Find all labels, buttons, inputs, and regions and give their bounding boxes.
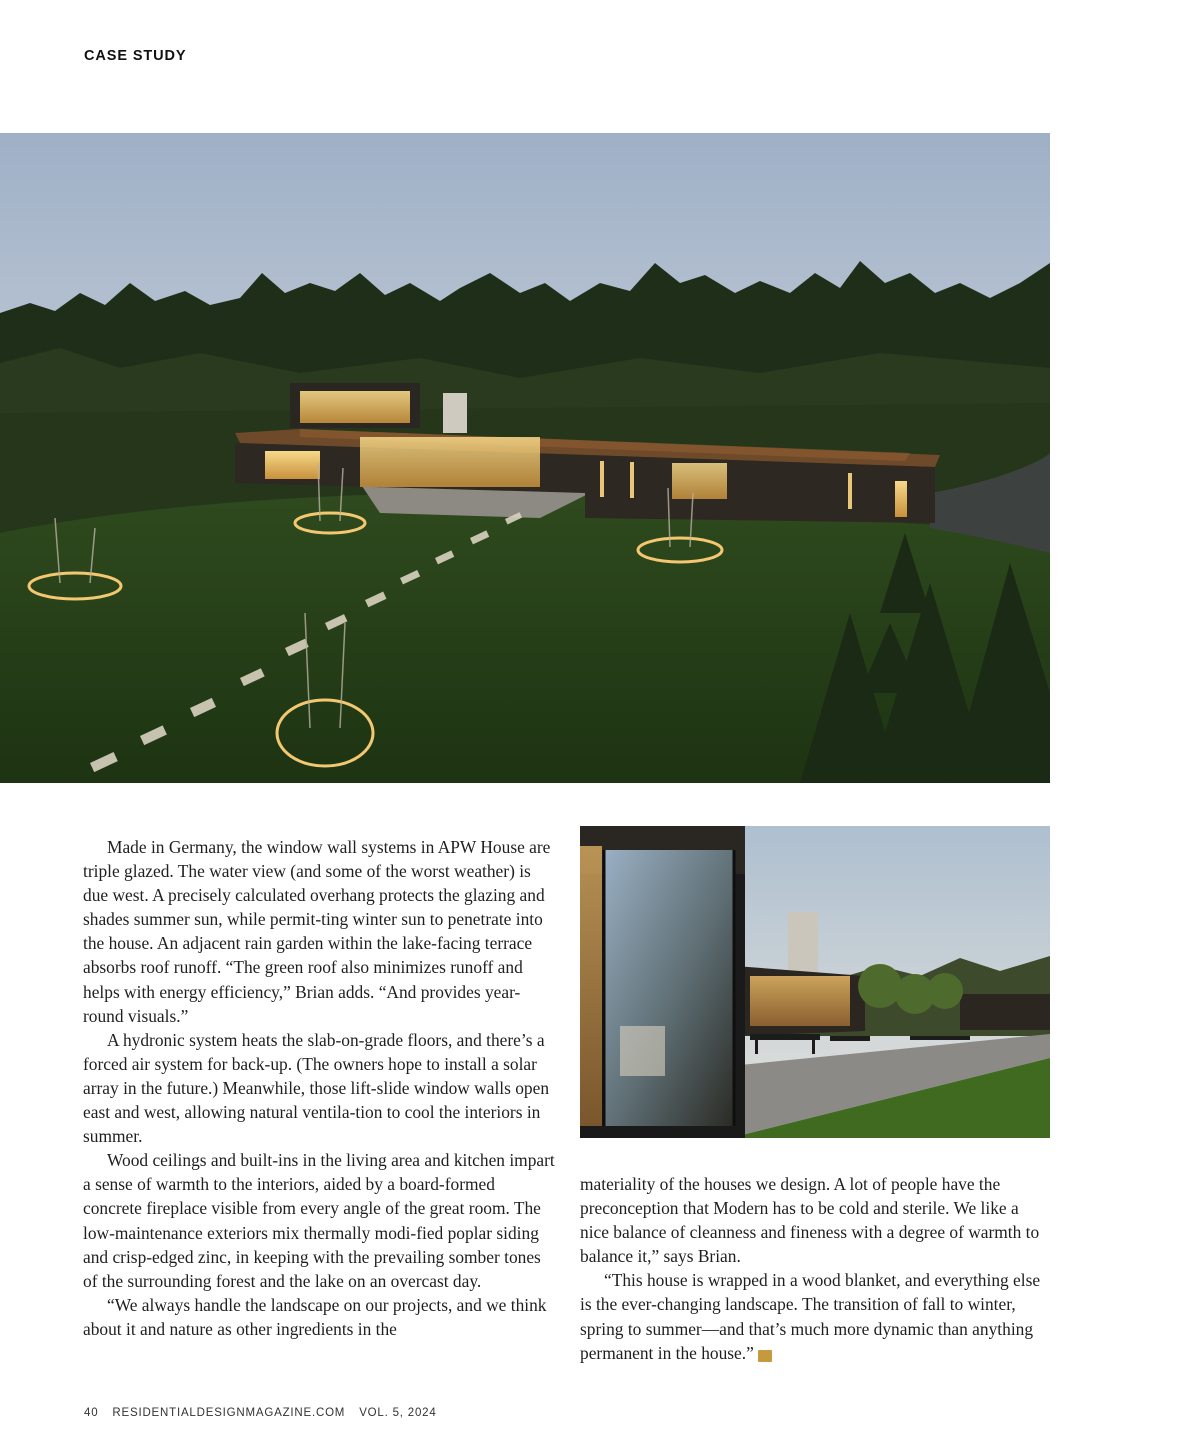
magazine-website: RESIDENTIALDESIGNMAGAZINE.COM xyxy=(112,1407,346,1419)
end-mark-icon: RD xyxy=(758,1350,772,1362)
hero-photo xyxy=(0,133,1050,783)
issue-label: VOL. 5, 2024 xyxy=(359,1407,437,1419)
paragraph xyxy=(580,1268,1050,1364)
article-column-right xyxy=(580,1172,1050,1365)
paragraph: materiality of the houses we design. A lot of people have the preconception that Modern has to be cold and sterile. We like a nice balance of cleanness and fineness with a degree of warmth to balance it,” says Brian. xyxy=(580,1174,1040,1267)
inset-photo xyxy=(580,826,1050,1138)
paragraph: “We always handle the landscape on our projects, and we think about it and nature as other ingredients in the xyxy=(83,1294,547,1339)
paragraph-text: “This house is wrapped in a wood blanket, and everything else is the ever-changing landscape. The transition of fall to winter, spring to summer—and that’s much more dynamic than anything permanent in the house.” xyxy=(580,1270,1041,1363)
paragraph: Made in Germany, the window wall systems in APW House are triple glazed. The water view (and some of the worst weather) is due west. A precisely calculated overhang protects the glazing and shades summer sun, while permit-ting winter sun to penetrate into the house. An adjacent rain garden within the lake-facing terrace absorbs roof runoff. “The green roof also minimizes runoff and helps with energy efficiency,” Brian adds. “And provides year-round visuals.” xyxy=(83,837,551,1026)
page-footer xyxy=(84,1407,451,1419)
section-label: CASE STUDY xyxy=(84,48,187,64)
article-column-left xyxy=(83,835,555,1341)
paragraph: A hydronic system heats the slab-on-grade floors, and there’s a forced air system for back-up. (The owners hope to install a solar array in the future.) Meanwhile, those lift-slide window walls open east and west, allowing natural ventila-tion to cool the interiors in summer. xyxy=(83,1029,550,1147)
paragraph: Wood ceilings and built-ins in the living area and kitchen impart a sense of warmth to the interiors, aided by a board-formed concrete fireplace visible from every angle of the great room. The low-maintenance exteriors mix thermally modi-fied poplar siding and crisp-edged zinc, in keeping with the prevailing somber tones of the surrounding forest and the lake on an overcast day. xyxy=(83,1150,555,1291)
page-number: 40 xyxy=(84,1407,99,1419)
